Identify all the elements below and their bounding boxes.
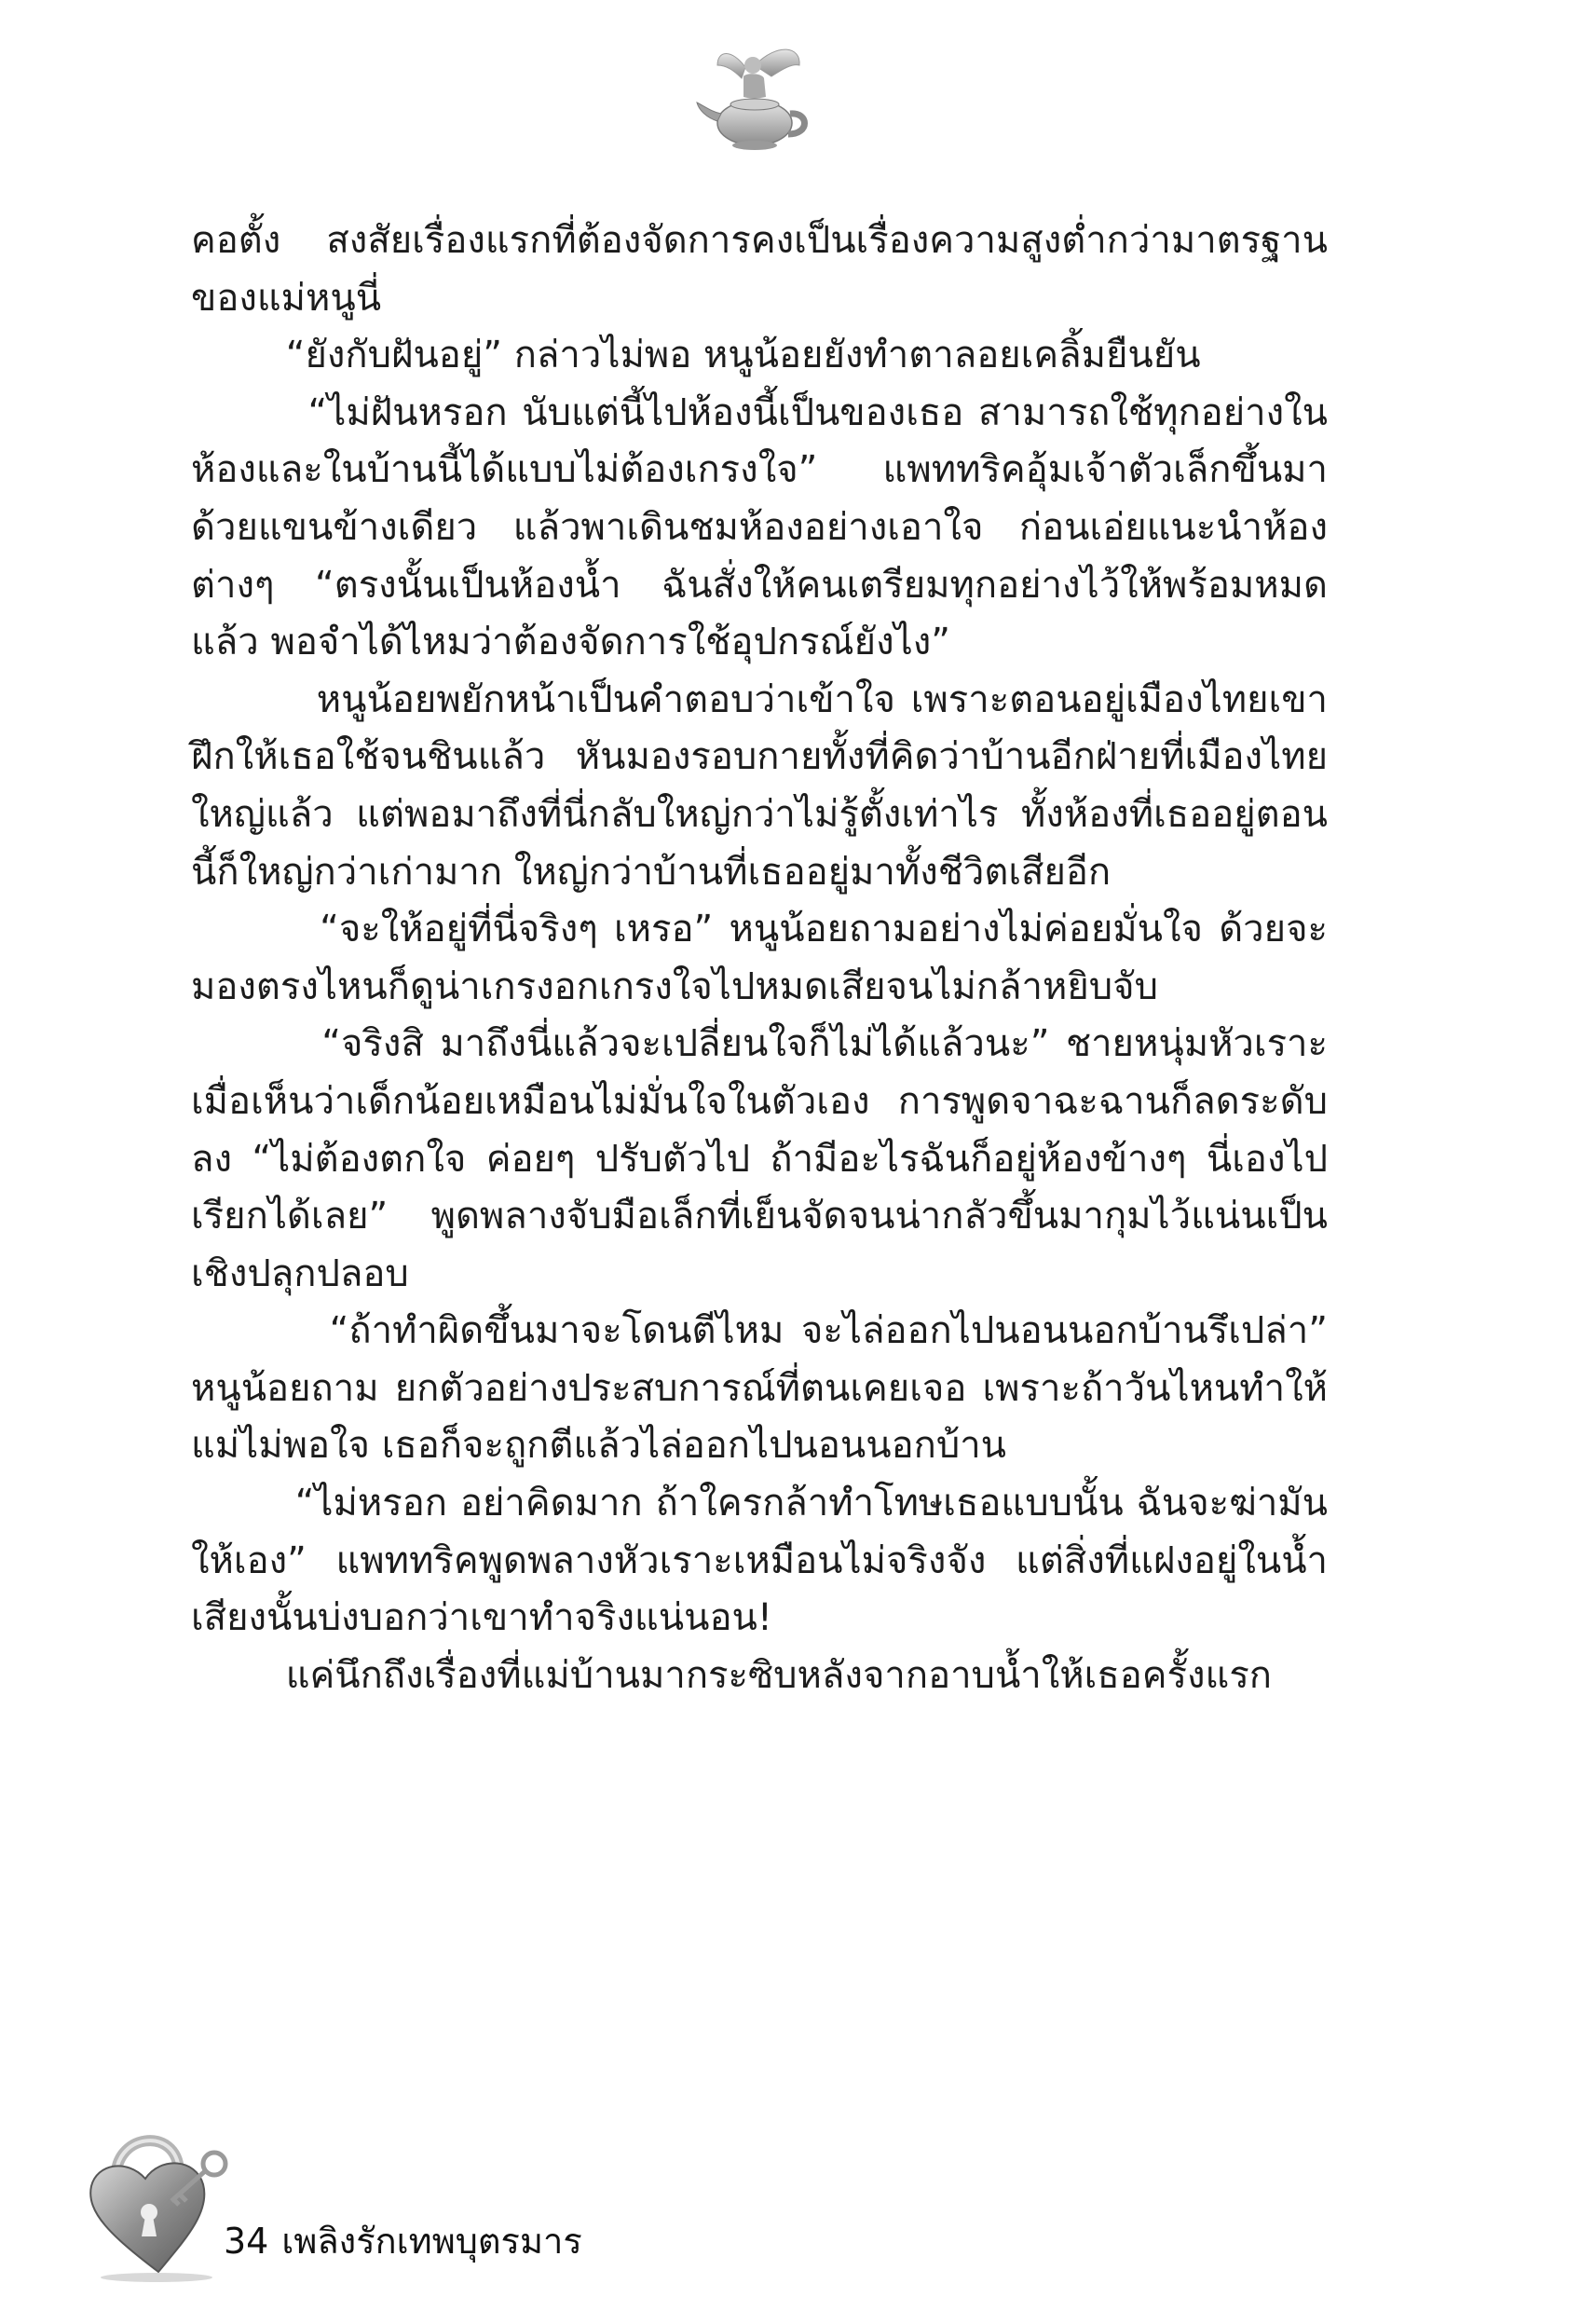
paragraph: “ถ้าทำผิดขึ้นมาจะโดนตีไหม จะไล่ออกไปนอนนอกบ้านรึเปล่า” หนูน้อยถาม ยกตัวอย่างประสบการณ์ที่ตนเคยเจอ เพราะถ้าวันไหนทำให้แม่ไม่พอใจ เธอก็จะถูกตีแล้วไล่ออกไปนอนนอกบ้าน xyxy=(191,1309,1340,1468)
paragraph: “ยังกับฝันอยู่” กล่าวไม่พอ หนูน้อยยังทำตาลอยเคลิ้มยืนยัน xyxy=(191,334,1201,377)
cupid-teapot-icon xyxy=(689,37,820,168)
page-number: 34 xyxy=(224,2221,269,2262)
paragraph: “ไม่ฝันหรอก นับแต่นี้ไปห้องนี้เป็นของเธอ สามารถใช้ทุกอย่างในห้องและในบ้านนี้ได้แบบไม่ต้องเกรงใจ” แพททริคอุ้มเจ้าตัวเล็กขึ้นมาด้วยแขนข้างเดียว แล้วพาเดินชมห้องอย่างเอาใจ ก่อนเอ่ยแนะนำห้องต่างๆ “ตรงนั้นเป็นห้องน้ำ ฉันสั่งให้คนเตรียมทุกอย่างไว้ให้พร้อมหมดแล้ว พอจำได้ไหมว่าต้องจัดการใช้อุปกรณ์ยังไง” xyxy=(191,390,1328,664)
paragraph: “จะให้อยู่ที่นี่จริงๆ เหรอ” หนูน้อยถามอย่างไม่ค่อยมั่นใจ ด้วยจะมองตรงไหนก็ดูน่าเกรงอกเกรงใจไปหมดเสียจนไม่กล้าหยิบจับ xyxy=(191,908,1328,1008)
page-footer xyxy=(75,2115,727,2292)
footer-caption xyxy=(224,2218,582,2264)
paragraph: แค่นึกถึงเรื่องที่แม่บ้านมากระซิบหลังจากอาบน้ำให้เธอครั้งแรก xyxy=(191,1653,1273,1697)
paragraph: “ไม่หรอก อย่าคิดมาก ถ้าใครกล้าทำโทษเธอแบบนั้น ฉันจะฆ่ามันให้เอง” แพททริคพูดพลางหัวเราะเหมือนไม่จริงจัง แต่สิ่งที่แฝงอยู่ในน้ำเสียงนั้นบ่งบอกว่าเขาทำจริงแน่นอน! xyxy=(191,1482,1328,1640)
paragraph: คอตั้ง สงสัยเรื่องแรกที่ต้องจัดการคงเป็นเรื่องความสูงต่ำกว่ามาตรฐานของแม่หนูนี่ xyxy=(191,219,1328,320)
page-body-text xyxy=(191,212,1340,1704)
paragraph: หนูน้อยพยักหน้าเป็นคำตอบว่าเข้าใจ เพราะตอนอยู่เมืองไทยเขาฝึกให้เธอใช้จนชินแล้ว หันมองรอบกายทั้งที่คิดว่าบ้านอีกฝ่ายที่เมืองไทยใหญ่แล้ว แต่พอมาถึงที่นี่กลับใหญ่กว่าไม่รู้ตั้งเท่าไร ทั้งห้องที่เธออยู่ตอนนี้ก็ใหญ่กว่าเก่ามาก ใหญ่กว่าบ้านที่เธออยู่มาทั้งชีวิตเสียอีก xyxy=(191,677,1329,894)
paragraph: “จริงสิ มาถึงนี่แล้วจะเปลี่ยนใจก็ไม่ได้แล้วนะ” ชายหนุ่มหัวเราะเมื่อเห็นว่าเด็กน้อยเหมือนไม่มั่นใจในตัวเอง การพูดจาฉะฉานก็ลดระดับลง “ไม่ต้องตกใจ ค่อยๆ ปรับตัวไป ถ้ามีอะไรฉันก็อยู่ห้องข้างๆ นี่เองไปเรียกได้เลย” พูดพลางจับมือเล็กที่เย็นจัดจนน่ากลัวขึ้นมากุมไว้แน่นเป็นเชิงปลุกปลอบ xyxy=(191,1022,1328,1295)
book-title: เพลิงรักเทพบุตรมาร xyxy=(281,2221,582,2262)
heart-lock-key-icon xyxy=(75,2115,242,2283)
